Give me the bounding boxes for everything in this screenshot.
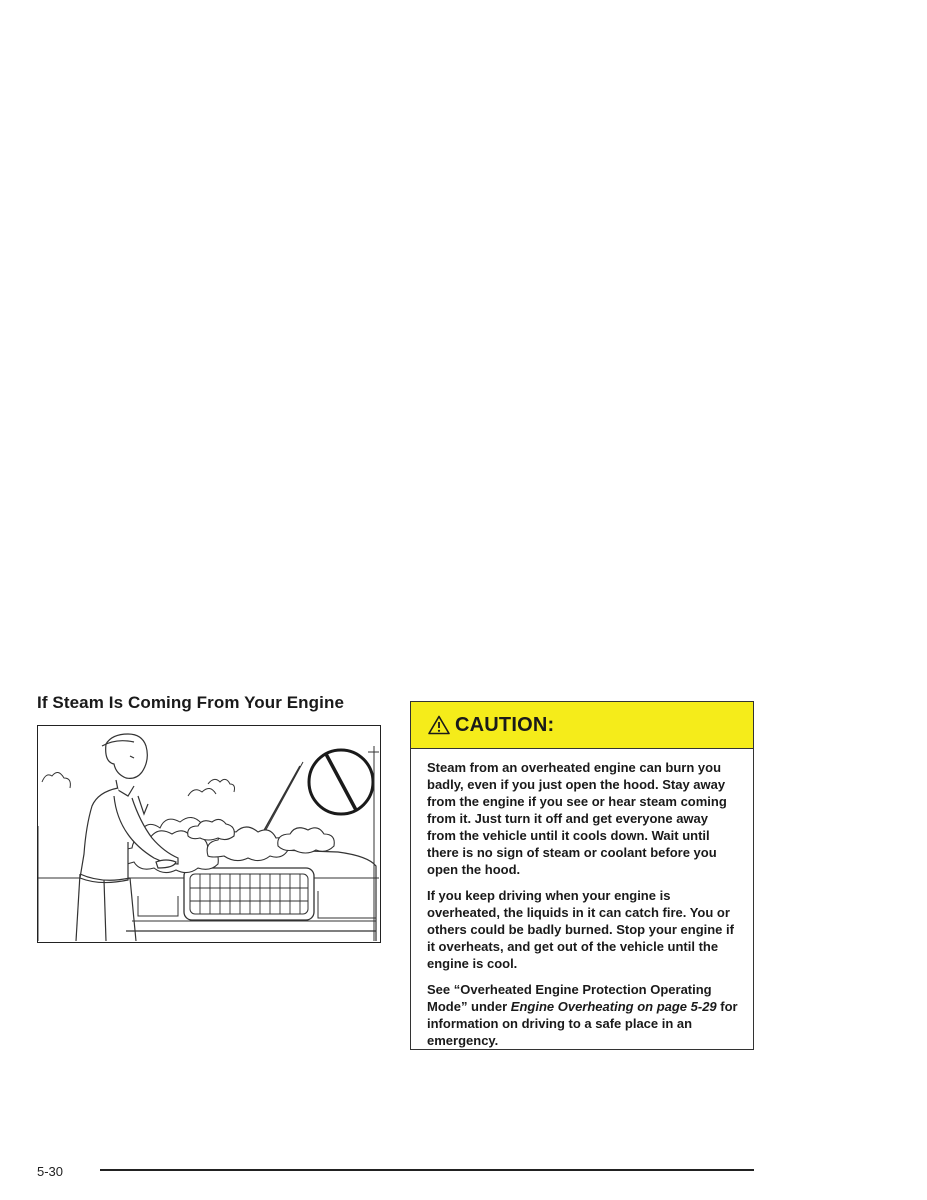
steam-warning-illustration — [37, 725, 381, 943]
caution-paragraph: If you keep driving when your engine is overheated, the liquids in it can catch fire. You or others could be badly burned. Stop your engine if it overheats, and get out of the vehicle until the engine is cool. — [427, 888, 734, 971]
caution-body — [411, 749, 753, 1049]
engine-steam-drawing — [38, 726, 379, 941]
caution-reference-paragraph — [427, 981, 739, 1049]
caution-paragraph: Steam from an overheated engine can burn you badly, even if you just open the hood. Stay away from the engine if you see or hear steam coming from it. Just turn it off and get everyone away from the vehicle until it cools down. Wait until there is no sign of steam or coolant before you open the hood. — [427, 760, 727, 877]
section-heading: If Steam Is Coming From Your Engine — [37, 693, 345, 712]
footer-rule — [100, 1169, 754, 1171]
no-symbol-icon — [309, 750, 373, 814]
reference-suffix: for information on driving to a safe place in an emergency. — [427, 999, 738, 1048]
caution-box — [410, 701, 754, 1050]
page-reference-link[interactable]: Engine Overheating on page 5-29 — [510, 999, 717, 1014]
reference-prefix: See “Overheated Engine Protection Operating Mode” under — [427, 982, 712, 1014]
warning-triangle-icon — [428, 715, 450, 735]
page-number: 5-30 — [37, 1164, 64, 1179]
caution-header — [411, 702, 753, 749]
caution-title: CAUTION: — [455, 713, 555, 736]
